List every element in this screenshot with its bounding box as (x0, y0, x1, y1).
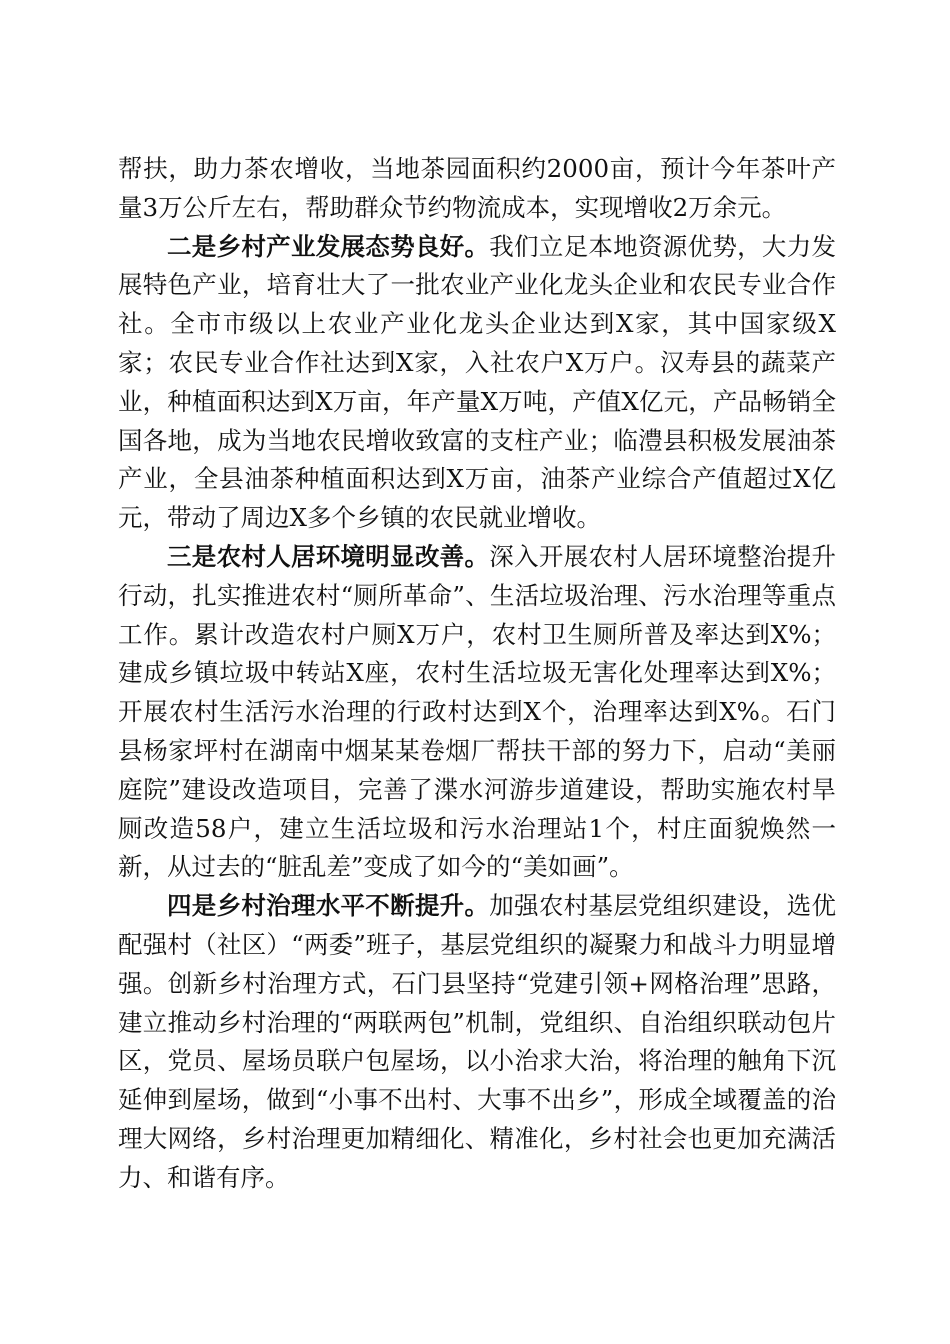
paragraph-industry (118, 228, 836, 538)
document-page (118, 150, 836, 1198)
paragraph-heading: 二是乡村产业发展态势良好。 (167, 231, 490, 261)
paragraph-body: 帮扶，助力茶农增收，当地茶园面积约2000亩，预计今年茶叶产量3万公斤左右，帮助群众节约物流成本，实现增收2万余元。 (118, 154, 836, 222)
paragraph-governance (118, 887, 836, 1197)
paragraph-body: 深入开展农村人居环境整治提升行动，扎实推进农村“厕所革命”、生活垃圾治理、污水治理等重点工作。累计改造农村户厕X万户，农村卫生厕所普及率达到X%；建成乡镇垃圾中转站X座，农村生活垃圾无害化处理率达到X%；开展农村生活污水治理的行政村达到X个，治理率达到X%。石门县杨家坪村在湖南中烟某某卷烟厂帮扶干部的努力下，启动“美丽庭院”建设改造项目，完善了渫水河游步道建设，帮助实施农村旱厕改造58户，建立生活垃圾和污水治理站1个，村庄面貌焕然一新，从过去的“脏乱差”变成了如今的“美如画”。 (118, 541, 836, 882)
paragraph-environment (118, 538, 836, 887)
paragraph-body: 加强农村基层党组织建设，选优配强村（社区）“两委”班子，基层党组织的凝聚力和战斗力明显增强。创新乡村治理方式，石门县坚持“党建引领+网格治理”思路，建立推动乡村治理的“两联两包”机制，党组织、自治组织联动包片区，党员、屋场员联户包屋场，以小治求大治，将治理的触角下沉延伸到屋场，做到“小事不出村、大事不出乡”，形成全域覆盖的治理大网络，乡村治理更加精细化、精准化，乡村社会也更加充满活力、和谐有序。 (118, 891, 836, 1192)
paragraph-heading: 三是农村人居环境明显改善。 (167, 541, 490, 571)
paragraph-body: 我们立足本地资源优势，大力发展特色产业，培育壮大了一批农业产业化龙头企业和农民专业合作社。全市市级以上农业产业化龙头企业达到X家，其中国家级X家；农民专业合作社达到X家，入社农户X万户。汉寿县的蔬菜产业，种植面积达到X万亩，年产量X万吨，产值X亿元，产品畅销全国各地，成为当地农民增收致富的支柱产业；临澧县积极发展油茶产业，全县油茶种植面积达到X万亩，油茶产业综合产值超过X亿元，带动了周边X多个乡镇的农民就业增收。 (118, 231, 836, 533)
paragraph-continuation (118, 150, 836, 228)
paragraph-heading: 四是乡村治理水平不断提升。 (167, 891, 490, 921)
